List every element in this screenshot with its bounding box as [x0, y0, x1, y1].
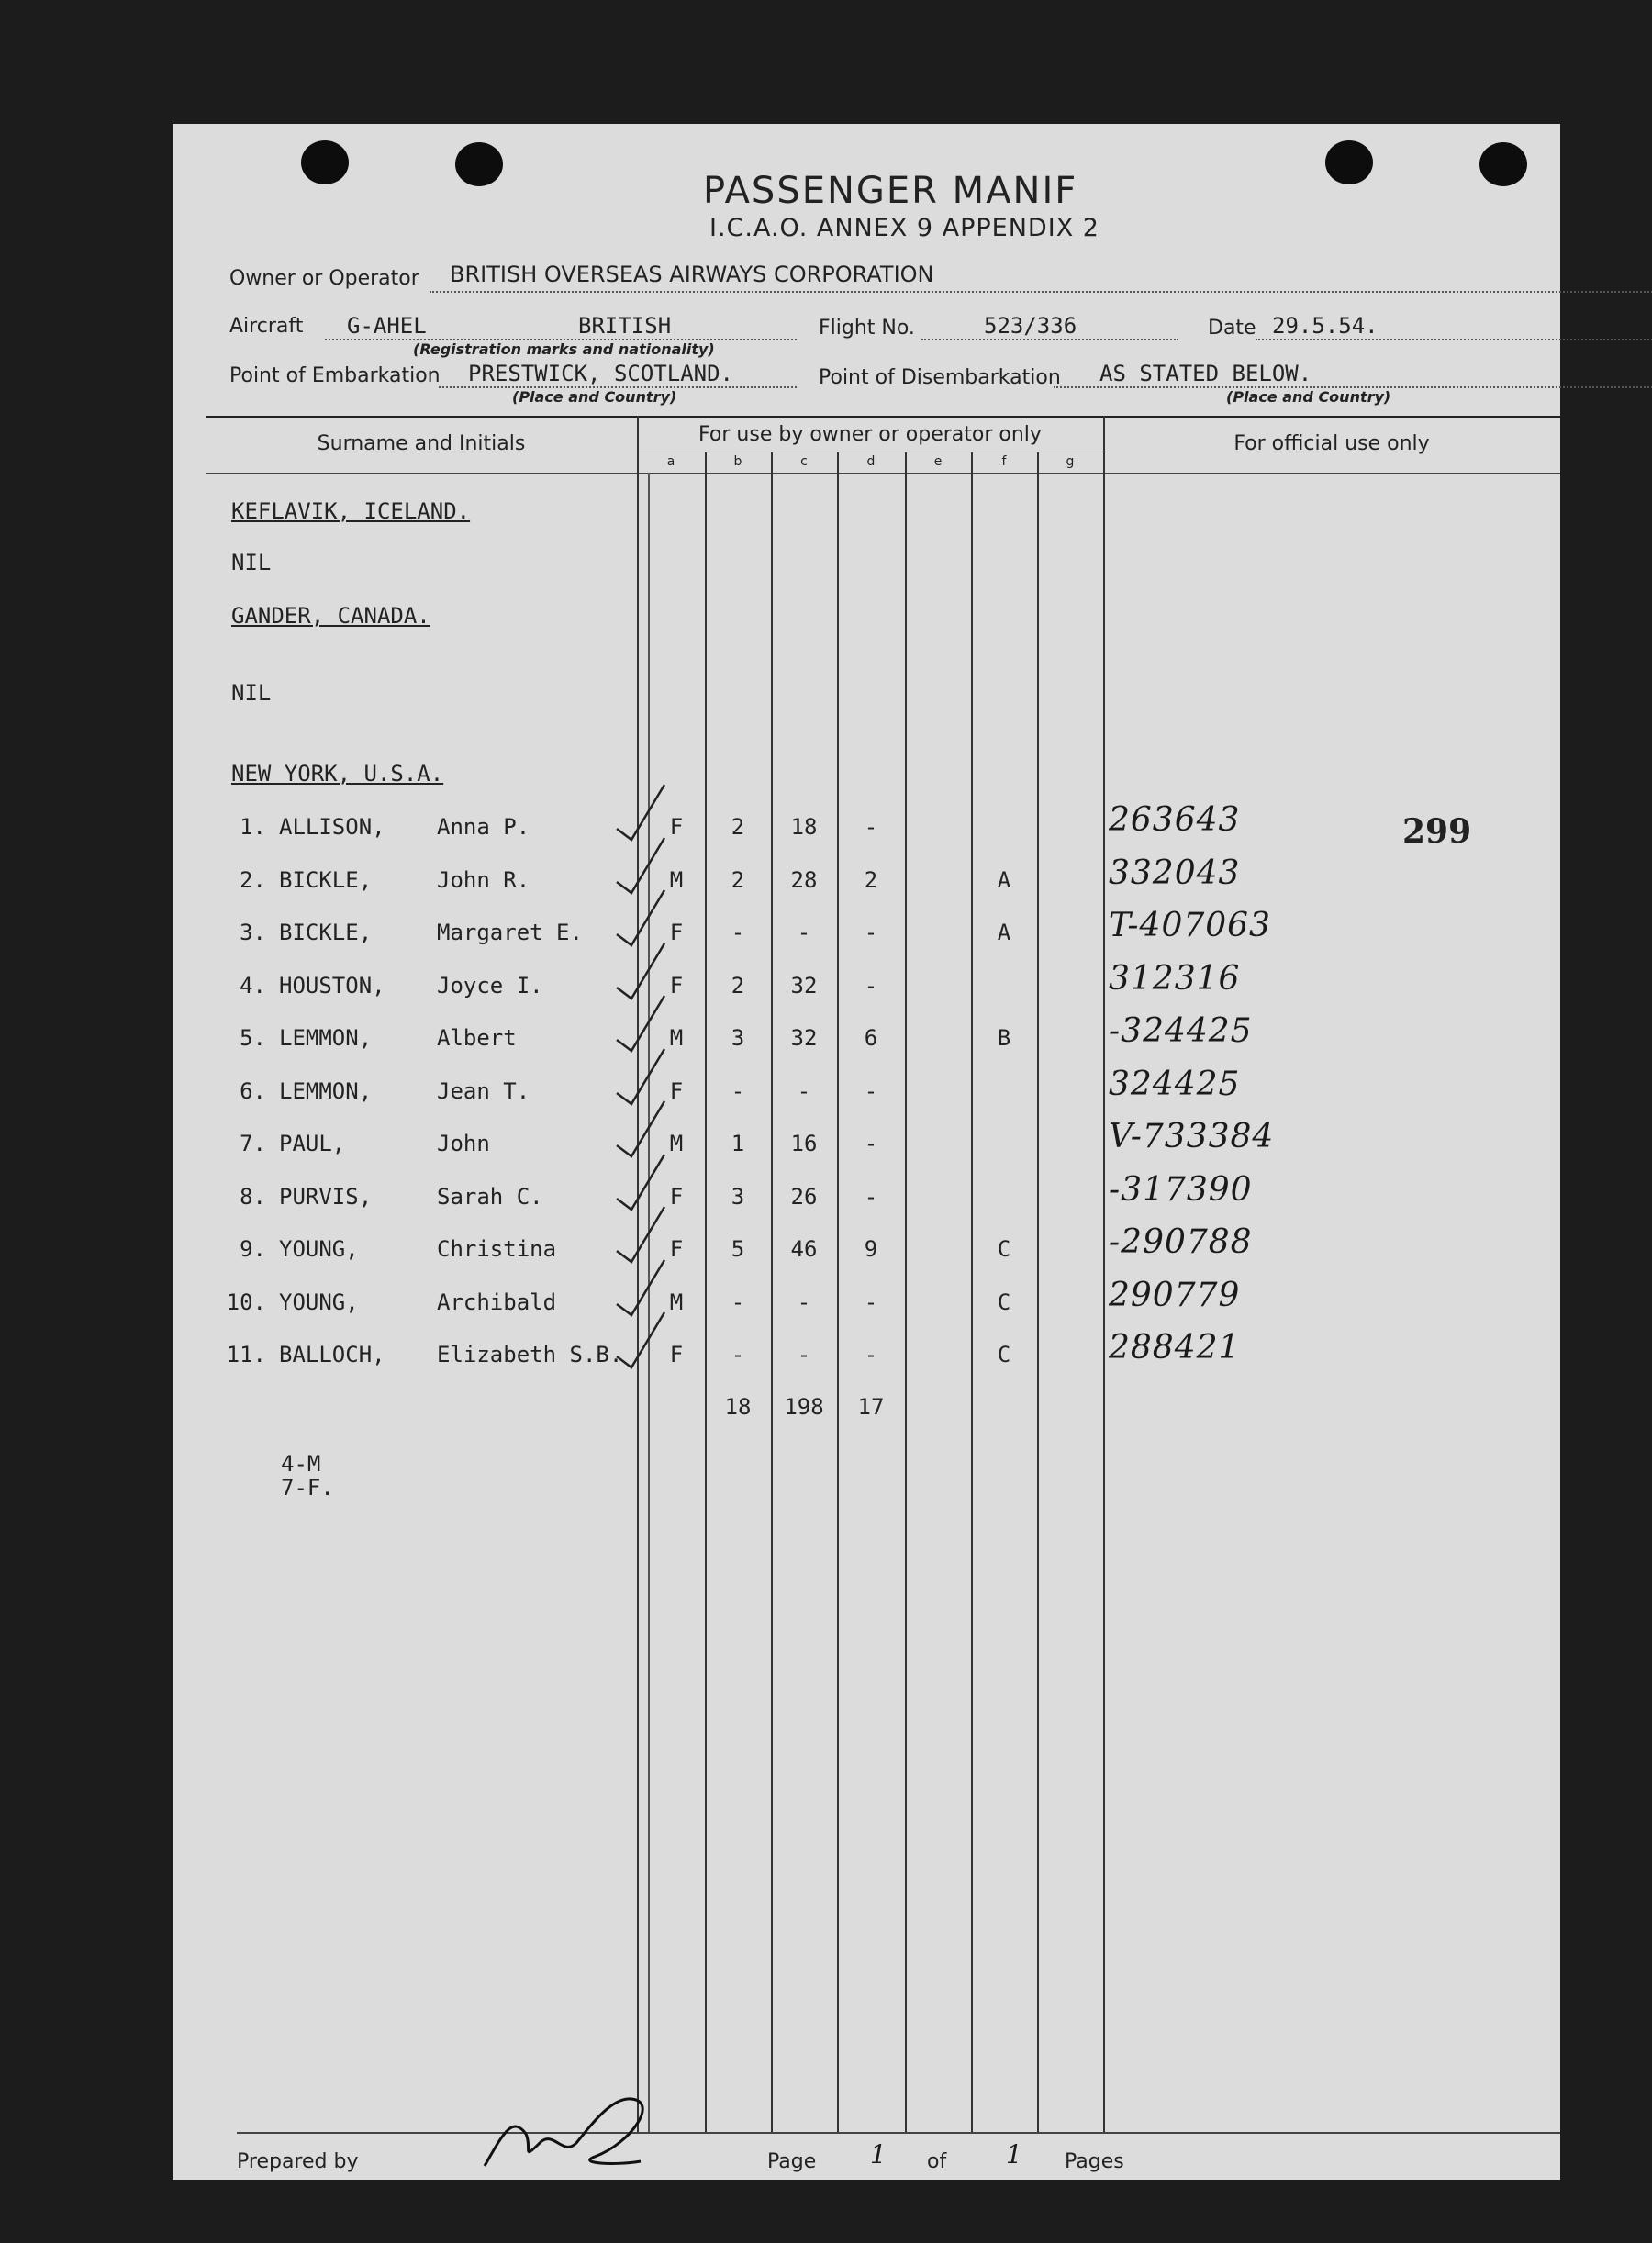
- passenger-no: 10.: [226, 1289, 266, 1315]
- flight-label: Flight No.: [819, 317, 915, 340]
- passenger-b: -: [731, 920, 745, 945]
- col-header-e: e: [933, 454, 943, 469]
- passenger-f: C: [997, 1289, 1011, 1315]
- passenger-official: 324425: [1109, 1065, 1241, 1103]
- passenger-given: John: [437, 1131, 490, 1156]
- passenger-c: 16: [790, 1131, 818, 1156]
- col-header-d: d: [866, 454, 876, 469]
- passenger-no: 1.: [240, 814, 266, 840]
- passenger-official: -324425: [1109, 1012, 1253, 1050]
- passenger-surname: BALLOCH,: [279, 1342, 385, 1367]
- flight-number: 523/336: [984, 313, 1077, 339]
- passenger-no: 8.: [240, 1183, 266, 1210]
- passenger-d: 9: [864, 1236, 878, 1262]
- passenger-f: A: [997, 866, 1011, 893]
- passenger-official: 332043: [1109, 854, 1241, 892]
- prepared-by-label: Prepared by: [237, 2150, 359, 2173]
- passenger-a: F: [669, 920, 684, 945]
- passenger-no: 4.: [240, 972, 266, 999]
- female-count: 7-F.: [281, 1475, 334, 1501]
- page-title: PASSENGER MANIF: [703, 170, 1078, 212]
- passenger-c: -: [797, 920, 811, 945]
- passenger-no: 9.: [240, 1236, 266, 1262]
- passenger-c: 28: [790, 866, 818, 893]
- passenger-no: 6.: [240, 1077, 266, 1104]
- passenger-f: B: [997, 1025, 1011, 1051]
- passenger-c: 32: [790, 1025, 818, 1051]
- passenger-a: F: [669, 1236, 684, 1262]
- aircraft-registration: G-AHEL: [347, 313, 427, 339]
- date-label: Date: [1208, 317, 1256, 340]
- passenger-official: T-407063: [1109, 907, 1271, 944]
- passenger-c: 18: [790, 814, 818, 840]
- col-header-f: f: [1001, 454, 1007, 469]
- passenger-a: M: [669, 866, 684, 893]
- passenger-d: -: [864, 972, 878, 999]
- passenger-d: -: [864, 1131, 878, 1156]
- punch-hole: [1479, 142, 1527, 186]
- col-header-c: c: [800, 454, 808, 469]
- passenger-b: -: [731, 1342, 745, 1367]
- owner-label: Owner or Operator: [229, 267, 419, 290]
- passenger-no: 11.: [226, 1342, 266, 1367]
- disembarkation-value: AS STATED BELOW.: [1099, 361, 1312, 386]
- passenger-c: -: [797, 1342, 811, 1367]
- total-d: 17: [857, 1394, 885, 1420]
- passenger-given: Christina: [437, 1236, 557, 1262]
- passenger-b: -: [731, 1289, 745, 1315]
- passenger-surname: YOUNG,: [279, 1236, 359, 1262]
- disembarkation-label: Point of Disembarkation: [819, 366, 1061, 389]
- col-header-g: g: [1066, 454, 1075, 469]
- passenger-surname: LEMMON,: [279, 1077, 373, 1104]
- passenger-a: M: [669, 1131, 684, 1156]
- passenger-d: 6: [864, 1025, 878, 1051]
- passenger-b: 2: [731, 814, 745, 840]
- passenger-official: 312316: [1109, 959, 1241, 998]
- passenger-a: M: [669, 1025, 684, 1051]
- col-header-a: a: [666, 454, 675, 469]
- page-label: Page: [767, 2150, 817, 2173]
- date-value: 29.5.54.: [1272, 313, 1379, 339]
- page-subtitle: I.C.A.O. ANNEX 9 APPENDIX 2: [709, 214, 1099, 242]
- passenger-surname: HOUSTON,: [279, 972, 385, 999]
- passenger-official: V-733384: [1109, 1118, 1275, 1155]
- embarkation-value: PRESTWICK, SCOTLAND.: [468, 361, 733, 386]
- passenger-a: F: [669, 972, 684, 999]
- passenger-a: F: [669, 814, 684, 840]
- passenger-surname: YOUNG,: [279, 1289, 359, 1315]
- signature: [475, 2079, 677, 2180]
- owner-use-header: For use by owner or operator only: [698, 423, 1042, 446]
- passenger-surname: PURVIS,: [279, 1183, 373, 1210]
- passenger-b: -: [731, 1077, 745, 1104]
- passenger-official: -317390: [1109, 1170, 1253, 1209]
- passenger-b: 2: [731, 866, 745, 893]
- passenger-surname: LEMMON,: [279, 1025, 373, 1051]
- passenger-c: 26: [790, 1183, 818, 1210]
- male-count: 4-M: [281, 1451, 321, 1477]
- passenger-surname: ALLISON,: [279, 814, 385, 840]
- aircraft-nationality: BRITISH: [578, 313, 672, 339]
- destination-heading: NEW YORK, U.S.A.: [231, 761, 444, 787]
- of-label: of: [927, 2150, 947, 2173]
- passenger-a: F: [669, 1342, 684, 1367]
- owner-value: BRITISH OVERSEAS AIRWAYS CORPORATION: [450, 262, 934, 287]
- passenger-f: C: [997, 1236, 1011, 1262]
- nil-text: NIL: [231, 550, 272, 575]
- passenger-d: -: [864, 1077, 878, 1104]
- col-header-b: b: [733, 454, 742, 469]
- passenger-d: -: [864, 1183, 878, 1210]
- passenger-no: 3.: [240, 920, 266, 945]
- pages-total: 1: [1006, 2139, 1023, 2170]
- aircraft-note: (Registration marks and nationality): [413, 340, 715, 358]
- passenger-given: Jean T.: [437, 1077, 530, 1104]
- embarkation-note: (Place and Country): [512, 388, 677, 406]
- passenger-a: F: [669, 1183, 684, 1210]
- passenger-given: Archibald: [437, 1289, 557, 1315]
- passenger-given: Sarah C.: [437, 1183, 543, 1210]
- passenger-f: C: [997, 1342, 1011, 1367]
- check-mark-icon: [611, 1309, 685, 1373]
- passenger-d: -: [864, 920, 878, 945]
- surname-column-header: Surname and Initials: [317, 432, 526, 455]
- passenger-d: -: [864, 1342, 878, 1367]
- nil-text: NIL: [231, 680, 272, 706]
- destination-heading: GANDER, CANADA.: [231, 603, 430, 629]
- passenger-b: 1: [731, 1131, 745, 1156]
- passenger-official: 288421: [1109, 1329, 1241, 1367]
- passenger-given: Joyce I.: [437, 972, 543, 999]
- page-number: 1: [870, 2139, 887, 2170]
- embarkation-label: Point of Embarkation: [229, 364, 441, 387]
- passenger-surname: BICKLE,: [279, 866, 373, 893]
- passenger-no: 7.: [240, 1131, 266, 1156]
- passenger-surname: BICKLE,: [279, 920, 373, 945]
- punch-hole: [1325, 140, 1373, 184]
- manifest-page: [173, 124, 1560, 2180]
- passenger-c: -: [797, 1289, 811, 1315]
- passenger-b: 2: [731, 972, 745, 999]
- destination-heading: KEFLAVIK, ICELAND.: [231, 498, 471, 524]
- passenger-given: Anna P.: [437, 814, 530, 840]
- passenger-no: 5.: [240, 1025, 266, 1051]
- passenger-d: -: [864, 1289, 878, 1315]
- passenger-a: F: [669, 1077, 684, 1104]
- disembarkation-note: (Place and Country): [1226, 388, 1391, 406]
- passenger-b: 5: [731, 1236, 745, 1262]
- official-use-header: For official use only: [1233, 432, 1430, 455]
- passenger-b: 3: [731, 1183, 745, 1210]
- passenger-d: 2: [864, 866, 878, 893]
- passenger-surname: PAUL,: [279, 1131, 346, 1156]
- passenger-no: 2.: [240, 866, 266, 893]
- passenger-given: John R.: [437, 866, 530, 893]
- total-b: 18: [724, 1394, 752, 1420]
- passenger-official: -290788: [1109, 1223, 1253, 1261]
- passenger-official: 263643: [1109, 801, 1241, 839]
- passenger-a: M: [669, 1289, 684, 1315]
- passenger-c: 32: [790, 972, 818, 999]
- passenger-given: Elizabeth S.B.: [437, 1342, 623, 1367]
- stamp-number: 299: [1402, 812, 1472, 851]
- passenger-b: 3: [731, 1025, 745, 1051]
- passenger-f: A: [997, 920, 1011, 945]
- passenger-d: -: [864, 814, 878, 840]
- punch-hole: [301, 140, 349, 184]
- passenger-given: Albert: [437, 1025, 517, 1051]
- pages-label: Pages: [1065, 2150, 1124, 2173]
- aircraft-label: Aircraft: [229, 315, 304, 338]
- passenger-given: Margaret E.: [437, 920, 583, 945]
- punch-hole: [455, 142, 503, 186]
- passenger-official: 290779: [1109, 1276, 1241, 1314]
- passenger-c: 46: [790, 1236, 818, 1262]
- passenger-c: -: [797, 1077, 811, 1104]
- total-c: 198: [784, 1394, 824, 1420]
